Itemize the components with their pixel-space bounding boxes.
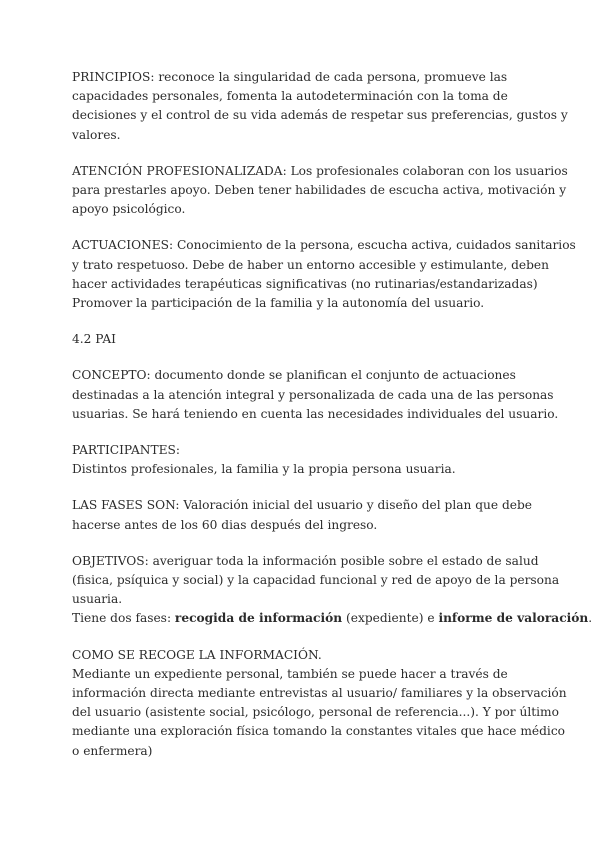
text-line: hacerse antes de los 60 dias después del ingreso. bbox=[72, 517, 378, 532]
paragraph-atencion-profesionalizada bbox=[72, 162, 568, 220]
section-heading-text: 4.2 PAI bbox=[72, 332, 116, 347]
text-line: mediante una exploración física tomando la constantes vitales que hace médico bbox=[72, 724, 565, 739]
paragraph-principios bbox=[72, 68, 568, 145]
text-line: para prestarles apoyo. Deben tener habilidades de escucha activa, motivación y bbox=[72, 183, 567, 198]
text-line: Mediante un expediente personal, también se puede hacer a través de bbox=[72, 666, 508, 681]
text-line: usuarias. Se hará teniendo en cuenta las necesidades individuales del usuario. bbox=[72, 406, 559, 421]
text-line: decisiones y el control de su vida además de respetar sus preferencias, gustos y bbox=[72, 108, 568, 123]
text-line: hacer actividades terapéuticas significativas (no rutinarias/estandarizadas) bbox=[72, 276, 538, 291]
paragraph-como-se-recoge bbox=[72, 646, 567, 761]
text-line: capacidades personales, fomenta la autodeterminación con la toma de bbox=[72, 89, 508, 104]
text-line: OBJETIVOS: averiguar toda la información posible sobre el estado de salud bbox=[72, 553, 539, 568]
section-heading bbox=[72, 330, 534, 349]
text-line: ATENCIÓN PROFESIONALIZADA: Los profesionales colaboran con los usuarios bbox=[72, 163, 568, 178]
text-line: usuaria. bbox=[72, 592, 123, 607]
paragraph-participantes bbox=[72, 441, 534, 479]
fase-1-note: (expediente) e bbox=[342, 611, 439, 626]
fases-end: . bbox=[588, 611, 593, 626]
text-line: ACTUACIONES: Conocimiento de la persona, escucha activa, cuidados sanitarios bbox=[72, 238, 576, 253]
text-line: destinadas a la atención integral y personalizada de cada una de las personas bbox=[72, 387, 554, 402]
fases-line bbox=[72, 609, 593, 628]
text-line: del usuario (asistente social, psicólogo, personal de referencia...). Y por último bbox=[72, 705, 559, 720]
text-line: PRINCIPIOS: reconoce la singularidad de cada persona, promueve las bbox=[72, 70, 508, 84]
text-line: CONCEPTO: documento donde se planifican el conjunto de actuaciones bbox=[72, 368, 516, 383]
text-line: información directa mediante entrevistas al usuario/ familiares y la observación bbox=[72, 686, 567, 701]
text-line: apoyo psicológico. bbox=[72, 202, 186, 217]
text-line: Distintos profesionales, la familia y la propia persona usuaria. bbox=[72, 462, 456, 477]
text-line: PARTICIPANTES: bbox=[72, 443, 180, 458]
text-line: y trato respetuoso. Debe de haber un entorno accesible y estimulante, deben bbox=[72, 257, 549, 272]
fase-1-bold: recogida de información bbox=[174, 611, 343, 626]
fases-intro: Tiene dos fases: bbox=[72, 611, 175, 626]
paragraph-objetivos bbox=[72, 552, 593, 629]
text-line: (fisica, psíquica y social) y la capacidad funcional y red de apoyo de la persona bbox=[72, 573, 560, 588]
text-line: Promover la participación de la familia y la autonomía del usuario. bbox=[72, 296, 485, 311]
text-line: COMO SE RECOGE LA INFORMACIÓN. bbox=[72, 647, 322, 662]
paragraph-concepto bbox=[72, 366, 559, 424]
paragraph-actuaciones bbox=[72, 236, 576, 313]
fase-2-bold: informe de valoración bbox=[438, 611, 589, 626]
text-line: o enfermera) bbox=[72, 743, 153, 758]
text-line: LAS FASES SON: Valoración inicial del usuario y diseño del plan que debe bbox=[72, 498, 532, 513]
text-line: valores. bbox=[72, 127, 121, 142]
document-page bbox=[72, 68, 593, 778]
paragraph-fases bbox=[72, 496, 534, 534]
